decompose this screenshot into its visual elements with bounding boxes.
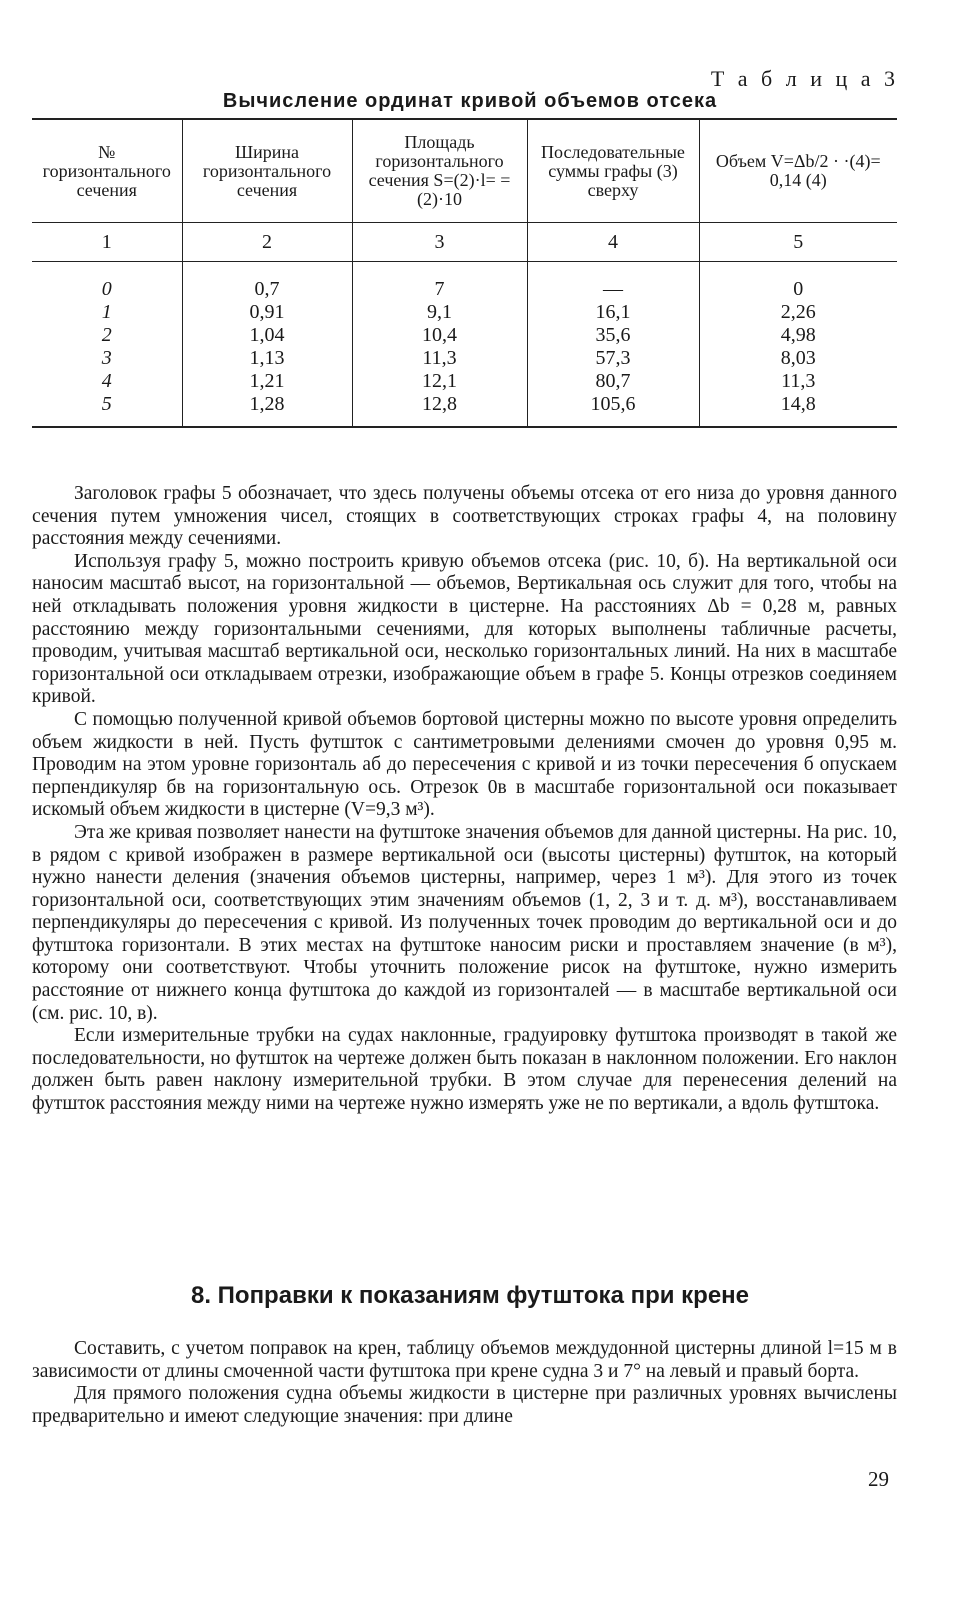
table-cell: 80,7 (527, 370, 699, 393)
volume-table (32, 118, 897, 428)
table-cell: 16,1 (527, 301, 699, 324)
table-cell: 1 (32, 301, 182, 324)
table-row (32, 324, 897, 347)
body-text-upper (32, 483, 897, 1116)
table-cell: 1,04 (182, 324, 352, 347)
table-cell: 5 (32, 393, 182, 427)
paragraph: С помощью полученной кривой объемов бортовой цистерны можно по высоте уровня определить объем жидкости в ней. Пусть футшток с сантиметровыми делениями смочен до уровня 0,95 м. Проводим на этом уровне горизонталь аб до пересечения с кривой и из точки пересечения б опускаем перпендикуляр бв на горизонтальную ось. Отрезок 0в в масштабе горизонтальной оси показывает искомый объем жидкости в цистерне (V=9,3 м³). (32, 708, 897, 821)
paragraph: Заголовок графы 5 обозначает, что здесь получены объемы отсека от его низа до уровня данного сечения путем умножения чисел, стоящих в соответствующих строках графы 4, на половину расстояния между сечениями. (32, 483, 897, 550)
table-cell: 3 (32, 347, 182, 370)
table-cell: 57,3 (527, 347, 699, 370)
table-cell: 12,1 (352, 370, 527, 393)
paragraph: Если измерительные трубки на судах наклонные, градуировку футштока производят в такой же последовательности, но футшток на чертеже должен быть показан в наклонном положении. Его наклон должен быть равен наклону измерительной трубки. В этом случае для перенесения делений на футшток расстояния между ними на чертеже нужно измерять уже не по вертикали, а вдоль футштока. (32, 1025, 897, 1115)
column-number: 1 (32, 223, 182, 262)
paragraph: Используя графу 5, можно построить кривую объемов отсека (рис. 10, б). На вертикальной оси наносим масштаб высот, на горизонтальной — объемов, Вертикальная ось служит для того, чтобы на ней откладывать положения уровня жидкости в цистерне. На расстояниях Δb = 0,28 м, равных расстоянию между горизонтальными сечениями, для которых выполнены табличные расчеты, проводим, учитывая масштаб вертикальной оси, несколько горизонтальных линий. На них в масштабе горизонтальной оси откладываем отрезки, изображающие объем в графе 5. Концы отрезков соединяем кривой. (32, 550, 897, 708)
header-cumulative-sums: Последовательные суммы графы (3) сверху (527, 119, 699, 223)
table-cell: 10,4 (352, 324, 527, 347)
table-row (32, 370, 897, 393)
column-number: 5 (699, 223, 897, 262)
paragraph: Составить, с учетом поправок на крен, таблицу объемов междудонной цистерны длиной l=15 м в зависимости от длины смоченной части футштока при крене судна 3 и 7° на левый и правый борта. (32, 1338, 897, 1382)
table-cell: 12,8 (352, 393, 527, 427)
table-cell: 35,6 (527, 324, 699, 347)
table-cell: 1,21 (182, 370, 352, 393)
header-section-number: № горизонтального сечения (32, 119, 182, 223)
header-volume: Объем V=Δb/2 · ·(4)= 0,14 (4) (699, 119, 897, 223)
table-cell: 2,26 (699, 301, 897, 324)
table-title: Вычисление ординат кривой объемов отсека (222, 90, 718, 112)
column-number: 3 (352, 223, 527, 262)
table-cell: 0 (32, 278, 182, 301)
table-cell: 0,91 (182, 301, 352, 324)
table-label: Т а б л и ц а 3 (710, 66, 899, 91)
table-cell: 4,98 (699, 324, 897, 347)
paragraph: Для прямого положения судна объемы жидкости в цистерне при различных уровнях вычислены предварительно и имеют следующие значения: при длине (32, 1383, 897, 1427)
table-cell: 11,3 (699, 370, 897, 393)
table-cell: 1,28 (182, 393, 352, 427)
table-row (32, 301, 897, 324)
table-cell: 0 (699, 278, 897, 301)
body-text-lower (32, 1338, 897, 1428)
table-cell: 105,6 (527, 393, 699, 427)
page-number: 29 (868, 1467, 889, 1491)
column-number: 4 (527, 223, 699, 262)
table-cell: 7 (352, 278, 527, 301)
table-cell: 8,03 (699, 347, 897, 370)
table-cell: 1,13 (182, 347, 352, 370)
column-number: 2 (182, 223, 352, 262)
table-cell: 0,7 (182, 278, 352, 301)
table-cell: — (527, 278, 699, 301)
table-cell: 4 (32, 370, 182, 393)
header-area: Площадь горизонтального сечения S=(2)·l= =(2)·10 (352, 119, 527, 223)
column-number-row (32, 223, 897, 262)
table-cell: 2 (32, 324, 182, 347)
table-row (32, 347, 897, 370)
table-cell: 14,8 (699, 393, 897, 427)
header-width: Ширина горизонтального сечения (182, 119, 352, 223)
table-header-row (32, 119, 897, 223)
table-row (32, 278, 897, 301)
table-cell: 11,3 (352, 347, 527, 370)
table-spacer-row (32, 262, 897, 279)
table-row (32, 393, 897, 427)
paragraph: Эта же кривая позволяет нанести на футштоке значения объемов для данной цистерны. На рис. 10, в рядом с кривой изображен в размере вертикальной оси (высоты цистерны) футшток, на который нужно нанести деления (значения объемов цистерны, например, через 1 м³). Для этого из точек горизонтальной оси, соответствующих этим значениям объемов (1, 2, 3 и т. д. м³), восстанавливаем перпендикуляры до пересечения с кривой. Из полученных точек проводим до вертикальной оси и до футштока горизонтали. В этих местах на футштоке наносим риски и проставляем значение (в м³), которому они соответствуют. Чтобы уточнить положение рисок на футштоке, нужно измерить расстояние от нижнего конца футштока до каждой из горизонталей — в масштабе вертикальной оси (см. рис. 10, в). (32, 821, 897, 1024)
table-cell: 9,1 (352, 301, 527, 324)
section-heading: 8. Поправки к показаниям футштока при крене (190, 1282, 750, 1309)
